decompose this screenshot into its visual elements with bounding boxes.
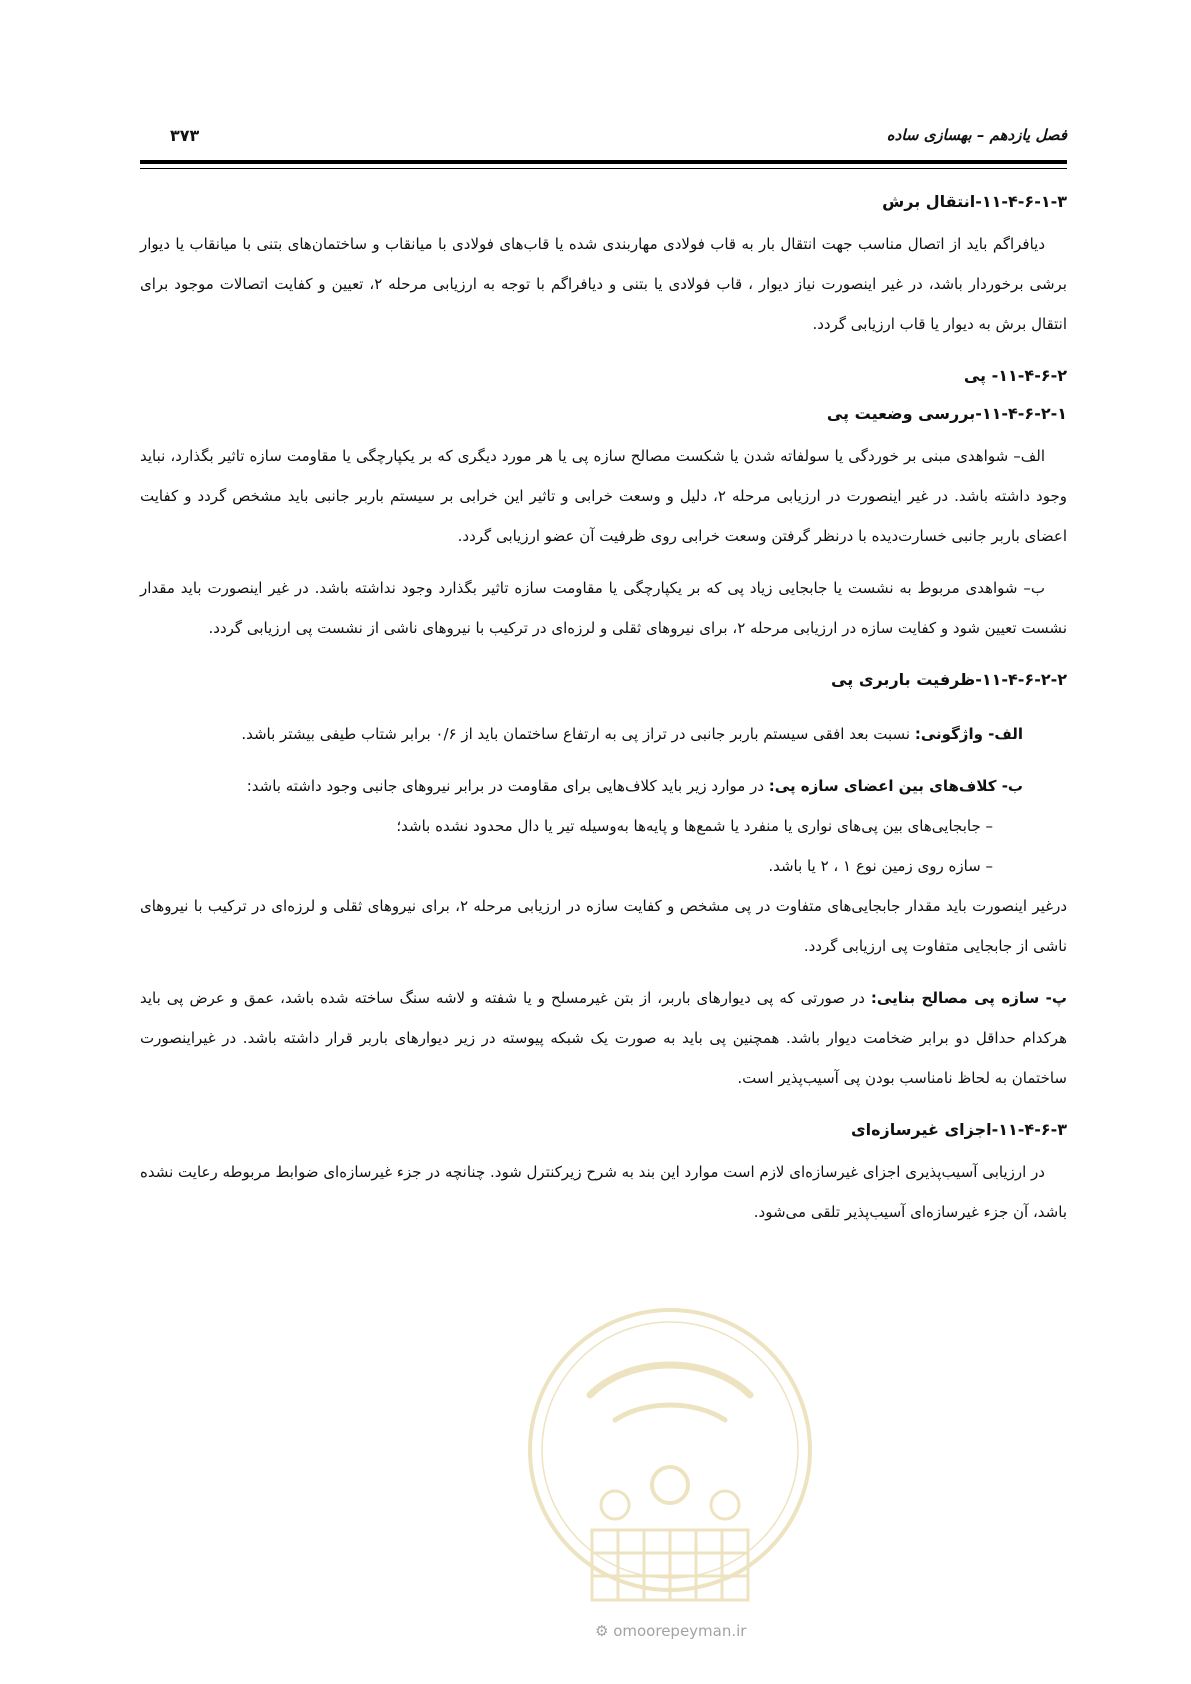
item-overturning [140, 714, 1067, 754]
heading-foundation-condition: ۱۱-۴-۶-۲-۱-بررسی وضعیت پی [826, 404, 1067, 423]
item-masonry-label: پ- سازه پی مصالح بنایی: [870, 989, 1067, 1007]
heading-shear-transfer: ۱۱-۴-۶-۱-۳-انتقال برش [882, 192, 1067, 211]
heading-foundation: ۱۱-۴-۶-۲- پی [963, 366, 1067, 385]
item-masonry-foundation [140, 978, 1067, 1098]
item-masonry-text: در صورتی که پی دیوارهای باربر، از بتن غیرمسلح و یا شفته و لاشه سنگ ساخته شده باشد، عمق و عرض پی باید هرکدام حداقل دو برابر ضخامت دیوار باشد. همچنین پی باید به صورت یک شبکه پیوسته در زیر دیوارهای باربر قرار داشته باشد. در غیراینصورت ساختمان به لحاظ نامناسب بودن پی آسیب‌پذیر است. [140, 989, 1067, 1087]
item-ties [140, 766, 1067, 806]
watermark-url: ⚙ omoorepeyman.ir [595, 1622, 747, 1640]
document-page [140, 0, 1067, 1684]
paragraph-nonstructural: در ارزیابی آسیب‌پذیری اجزای غیرسازه‌ای لازم است موارد این بند به شرح زیرکنترل شود. چنانچه در جزء غیرسازه‌ای ضوابط مربوطه رعایت نشده باشد، آن جزء غیرسازه‌ای آسیب‌پذیر تلقی می‌شود. [140, 1163, 1067, 1221]
page-body [140, 186, 1067, 1232]
paragraph-differential-displacement: درغیر اینصورت باید مقدار جابجایی‌های متفاوت در پی مشخص و کفایت سازه در ارزیابی مرحله ۲، برای نیروهای ثقلی و لرزه‌ای در ترکیب با نیروهای ناشی از جابجایی متفاوت پی ارزیابی گردد. [140, 897, 1067, 955]
watermark-seal-icon [520, 1300, 820, 1630]
item-overturning-text: نسبت بعد افقی سیستم باربر جانبی در تراز پی به ارتفاع ساختمان باید از ۰/۶ برابر شتاب طیفی بیشتر باشد. [241, 725, 915, 743]
item-overturning-label: الف- واژگونی: [914, 725, 1023, 743]
item-ties-label: ب- کلاف‌های بین اعضای سازه پی: [768, 777, 1023, 795]
page-number: ۳۷۳ [170, 126, 200, 145]
paragraph-foundation-condition-a: الف– شواهدی مبنی بر خوردگی یا سولفاته شدن یا شکست مصالح سازه پی یا هر مورد دیگری که بر یکپارچگی یا مقاومت سازه تاثیر بگذارد، نباید وجود داشته باشد. در غیر اینصورت در ارزیابی مرحله ۲، دلیل و وسعت خرابی و تاثیر این خرابی بر سیستم باربر جانبی باید مشخص گردد و کفایت اعضای باربر جانبی خسارت‌دیده با درنظر گرفتن وسعت خرابی روی ظرفیت آن عضو ارزیابی گردد. [140, 447, 1067, 545]
chapter-title: فصل یازدهم – بهسازی ساده [886, 126, 1067, 144]
item-ties-text: در موارد زیر باید کلاف‌هایی برای مقاومت در برابر نیروهای جانبی وجود داشته باشد: [246, 777, 769, 795]
header-rule-thick [140, 160, 1067, 164]
heading-nonstructural: ۱۱-۴-۶-۳-اجزای غیرسازه‌ای [850, 1120, 1067, 1139]
paragraph-shear-transfer: دیافراگم باید از اتصال مناسب جهت انتقال بار به قاب فولادی مهاربندی شده یا قاب‌های فولادی با میانقاب و ساختمان‌های بتنی با میانقاب یا دیوار برشی برخوردار باشد، در غیر اینصورت نیاز دیوار ، قاب فولادی یا بتنی و دیافراگم با توجه به ارزیابی مرحله ۲، تعیین و کفایت اتصالات موجود برای انتقال برش به دیوار یا قاب ارزیابی گردد. [140, 235, 1067, 333]
list-item: – سازه روی زمین نوع ۱ ، ۲ یا باشد. [768, 857, 993, 875]
watermark-url-text: omoorepeyman.ir [613, 1622, 747, 1640]
heading-bearing-capacity: ۱۱-۴-۶-۲-۲-ظرفیت باربری پی [831, 670, 1067, 689]
paragraph-foundation-condition-b: ب– شواهدی مربوط به نشست یا جابجایی زیاد پی که بر یکپارچگی یا مقاومت سازه تاثیر بگذارد وجود نداشته باشد. در غیر اینصورت باید مقدار نشست تعیین شود و کفایت سازه در ارزیابی مرحله ۲، برای نیروهای ثقلی و لرزه‌ای در ترکیب با نیروهای ناشی از نشست پی ارزیابی گردد. [140, 579, 1067, 637]
list-item: – جابجایی‌های بین پی‌های نواری یا منفرد یا شمع‌ها و پایه‌ها به‌وسیله تیر یا دال محدود نشده باشد؛ [396, 817, 993, 835]
running-header [140, 126, 1067, 152]
header-rule-thin [140, 168, 1067, 169]
